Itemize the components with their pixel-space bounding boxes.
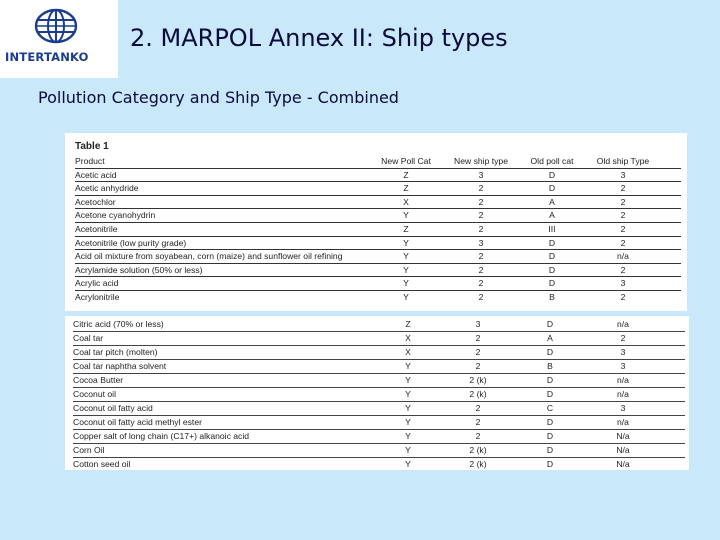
table-cell: Coconut oil fatty acid bbox=[73, 403, 153, 413]
table-cell: 2 bbox=[475, 403, 481, 413]
table-cell: D bbox=[548, 278, 556, 289]
table-cell: Y bbox=[403, 264, 409, 275]
table-cell: 2 bbox=[620, 264, 626, 275]
table-cell: 2 bbox=[475, 431, 481, 441]
table-row bbox=[75, 250, 681, 264]
subtitle: Pollution Category and Ship Type - Combined bbox=[38, 88, 399, 107]
table-cell: Acetic anhydride bbox=[75, 183, 139, 194]
table-cell: n/a bbox=[617, 251, 629, 262]
content-area bbox=[22, 78, 720, 540]
table-row bbox=[73, 374, 685, 388]
table-cell: D bbox=[548, 169, 556, 180]
table-cell: Y bbox=[403, 237, 409, 248]
table-cell: Z bbox=[403, 223, 409, 234]
table-cell: X bbox=[403, 196, 409, 207]
table-cell: n/a bbox=[617, 319, 629, 329]
table-cell: Z bbox=[405, 319, 411, 329]
table-cell: n/a bbox=[617, 375, 629, 385]
table-cell: 2 bbox=[475, 361, 481, 371]
table-cell: Z bbox=[403, 183, 409, 194]
column-header: Old poll cat bbox=[530, 156, 574, 166]
column-header: Old ship Type bbox=[596, 156, 650, 166]
table-row bbox=[75, 223, 681, 237]
globe-icon bbox=[34, 8, 78, 44]
table-cell: 2 bbox=[620, 196, 626, 207]
table-row bbox=[73, 430, 685, 444]
table-cell: 2 bbox=[478, 223, 484, 234]
table-cell: Acrylamide solution (50% or less) bbox=[75, 264, 203, 275]
table-cell: 2 bbox=[620, 291, 626, 302]
table-row bbox=[75, 277, 681, 291]
table-cell: 3 bbox=[620, 347, 626, 357]
table-row bbox=[73, 332, 685, 346]
table-row bbox=[75, 209, 681, 223]
table-row bbox=[73, 402, 685, 416]
table-cell: D bbox=[546, 445, 554, 455]
table-cell: Acetochlor bbox=[75, 196, 116, 207]
page-title: 2. MARPOL Annex II: Ship types bbox=[130, 24, 508, 52]
table-cell: 2 (k) bbox=[469, 389, 487, 399]
table-cell: 2 bbox=[478, 183, 484, 194]
table-cell: n/a bbox=[617, 417, 629, 427]
table-cell: 3 bbox=[478, 169, 484, 180]
table-cell: 3 bbox=[475, 319, 481, 329]
table-cell: N/a bbox=[616, 445, 630, 455]
table-cell: Acrylic acid bbox=[75, 278, 119, 289]
table-cell: Y bbox=[405, 361, 411, 371]
table-row bbox=[75, 182, 681, 196]
table-cell: 2 bbox=[478, 210, 484, 221]
column-header: New ship type bbox=[454, 156, 508, 166]
table-cell: D bbox=[546, 459, 554, 469]
table-row bbox=[73, 388, 685, 402]
table-cell: D bbox=[548, 237, 556, 248]
table-row bbox=[75, 196, 681, 210]
table-cell: 2 bbox=[478, 196, 484, 207]
table-cell: 2 bbox=[478, 251, 484, 262]
table-cell: 2 bbox=[475, 417, 481, 427]
table-row bbox=[75, 291, 681, 305]
table-cell: 3 bbox=[620, 169, 626, 180]
table-cell: Coconut oil bbox=[73, 389, 116, 399]
left-band bbox=[0, 0, 22, 540]
table-row bbox=[73, 458, 685, 472]
table-cell: 3 bbox=[620, 403, 626, 413]
table-cell: N/a bbox=[616, 431, 630, 441]
logo-text: INTERTANKO bbox=[5, 50, 89, 64]
table-cell: Acetone cyanohydrin bbox=[75, 210, 156, 221]
table-1-rows bbox=[75, 155, 681, 305]
table-row bbox=[75, 169, 681, 183]
table-cell: Y bbox=[405, 403, 411, 413]
table-cell: X bbox=[405, 347, 411, 357]
table-cell: D bbox=[548, 264, 556, 275]
table-cell: 3 bbox=[620, 361, 626, 371]
table-cell: Acetic acid bbox=[75, 169, 117, 180]
table-cell: 2 bbox=[620, 183, 626, 194]
table-cell: 2 bbox=[620, 237, 626, 248]
title-bar bbox=[118, 0, 720, 78]
table-cell: Y bbox=[403, 251, 409, 262]
table-cell: Y bbox=[403, 291, 409, 302]
table-cell: Y bbox=[405, 431, 411, 441]
table-cell: D bbox=[546, 347, 554, 357]
table-cell: A bbox=[547, 333, 553, 343]
table-row bbox=[75, 237, 681, 251]
table-cell: Acetonitrile bbox=[75, 223, 118, 234]
table-cell: 3 bbox=[620, 278, 626, 289]
table-cell: D bbox=[546, 375, 554, 385]
table-cell: Copper salt of long chain (C17+) alkanoic acid bbox=[73, 431, 250, 441]
table-cell: 2 bbox=[475, 347, 481, 357]
table-cell: Cotton seed oil bbox=[73, 459, 131, 469]
table-cell: D bbox=[546, 431, 554, 441]
table-cell: Z bbox=[403, 169, 409, 180]
table-cell: Coal tar bbox=[73, 333, 104, 343]
table-cell: Coal tar naphtha solvent bbox=[73, 361, 167, 371]
table-cell: 2 bbox=[478, 291, 484, 302]
table-cell: 2 bbox=[620, 223, 626, 234]
table-cell: B bbox=[547, 361, 553, 371]
table-cell: Acrylonitrile bbox=[75, 291, 120, 302]
table-caption: Table 1 bbox=[75, 141, 109, 152]
table-cell: Acid oil mixture from soyabean, corn (maize) and sunflower oil refining bbox=[75, 251, 343, 262]
table-cell: Y bbox=[405, 389, 411, 399]
table-row bbox=[73, 444, 685, 458]
table-cell: Acetonitrile (low purity grade) bbox=[75, 237, 187, 248]
table-cell: D bbox=[548, 183, 556, 194]
table-cell: D bbox=[546, 417, 554, 427]
table-cell: Y bbox=[405, 417, 411, 427]
table-row bbox=[73, 416, 685, 430]
table-cell: Cocoa Butter bbox=[73, 375, 124, 385]
table-row bbox=[73, 346, 685, 360]
table-cell: Coal tar pitch (molten) bbox=[73, 347, 158, 357]
column-header: New Poll Cat bbox=[381, 156, 431, 166]
table-header-row bbox=[75, 155, 681, 169]
table-cell: A bbox=[549, 210, 555, 221]
table-cell: X bbox=[405, 333, 411, 343]
table-cell: Y bbox=[405, 459, 411, 469]
table-cell: N/a bbox=[616, 459, 630, 469]
table-cell: Citric acid (70% or less) bbox=[73, 319, 164, 329]
table-cell: 2 (k) bbox=[469, 459, 487, 469]
table-cell: B bbox=[549, 291, 555, 302]
table-row bbox=[73, 318, 685, 332]
table-cell: Corn Oil bbox=[73, 445, 105, 455]
table-cell: 2 (k) bbox=[469, 375, 487, 385]
table-cell: Y bbox=[405, 375, 411, 385]
logo bbox=[0, 0, 118, 78]
table-cell: Y bbox=[403, 210, 409, 221]
table-cell: D bbox=[546, 389, 554, 399]
table-cell: 2 bbox=[478, 264, 484, 275]
table-cell: Coconut oil fatty acid methyl ester bbox=[73, 417, 202, 427]
table-cell: 2 bbox=[620, 210, 626, 221]
table-cell: III bbox=[548, 223, 556, 234]
table-row bbox=[73, 360, 685, 374]
product-table-1 bbox=[65, 133, 687, 311]
table-cell: C bbox=[546, 403, 554, 413]
table-cell: n/a bbox=[617, 389, 629, 399]
table-cell: 3 bbox=[478, 237, 484, 248]
table-cell: D bbox=[548, 251, 556, 262]
column-header: Product bbox=[75, 156, 105, 166]
table-cell: 2 (k) bbox=[469, 445, 487, 455]
table-2-rows bbox=[73, 318, 685, 472]
table-row bbox=[75, 264, 681, 278]
table-cell: A bbox=[549, 196, 555, 207]
table-cell: Y bbox=[403, 278, 409, 289]
table-cell: Y bbox=[405, 445, 411, 455]
table-cell: D bbox=[546, 319, 554, 329]
table-cell: 2 bbox=[475, 333, 481, 343]
table-cell: 2 bbox=[478, 278, 484, 289]
product-table-2 bbox=[65, 316, 689, 470]
table-cell: 2 bbox=[620, 333, 626, 343]
